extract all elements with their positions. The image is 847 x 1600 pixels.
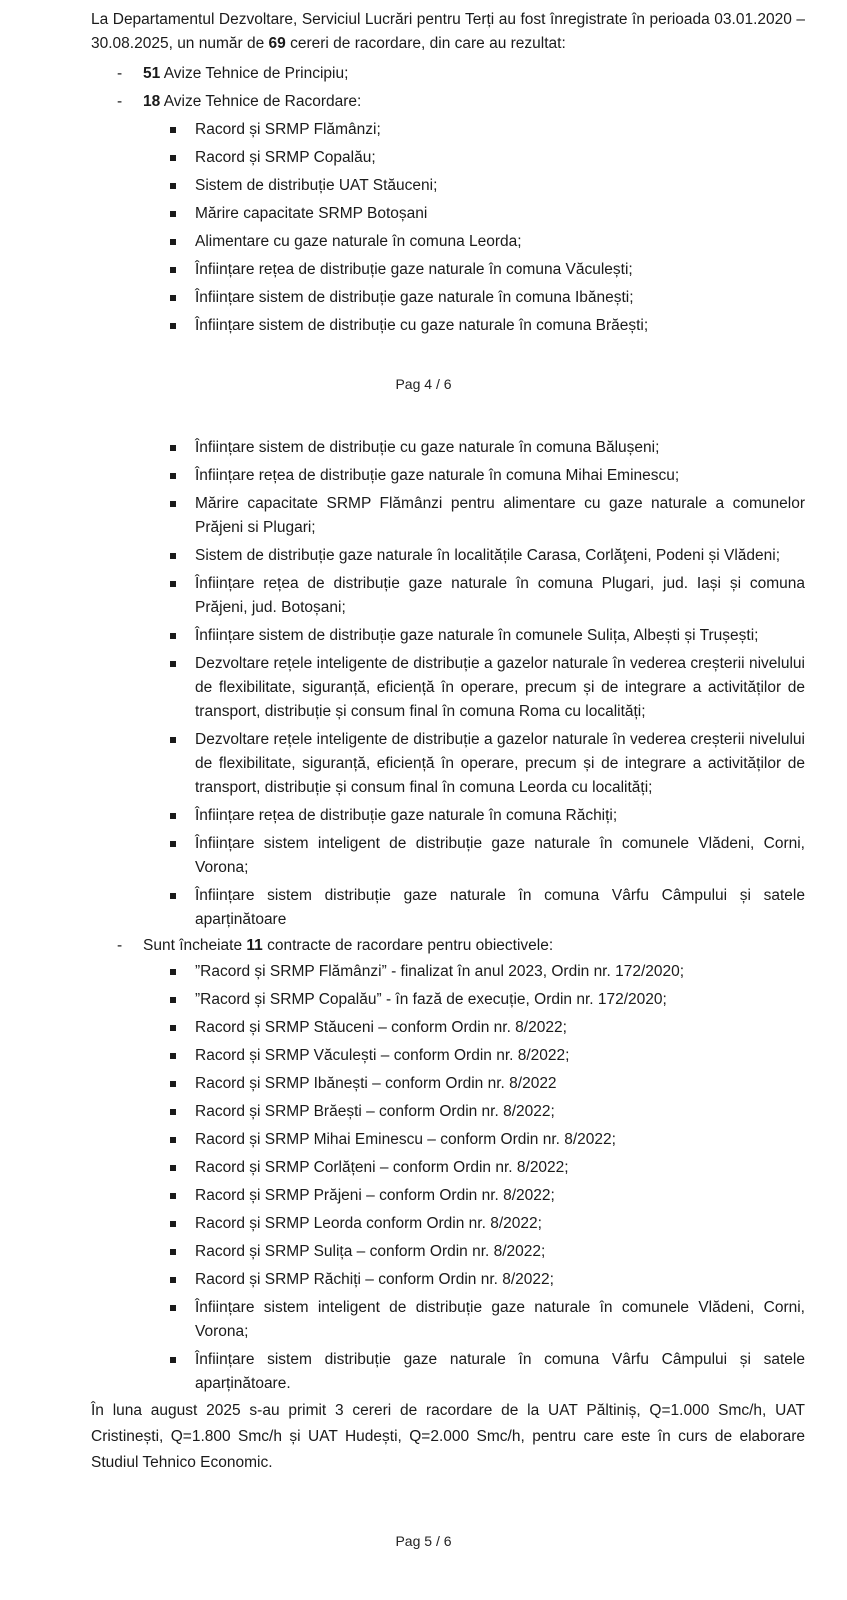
page-number-footer: Pag 5 / 6 [395, 1533, 452, 1549]
list-item [91, 1016, 805, 1040]
summary-label: Avize Tehnice de Racordare: [163, 93, 362, 110]
square-bullet-icon [170, 473, 176, 479]
square-bullet-icon [170, 581, 176, 587]
total-requests-count: 69 [268, 35, 286, 52]
square-bullet-icon [170, 445, 176, 451]
list-item-text: Sistem de distribuție gaze naturale în localitățile Carasa, Corlăţeni, Podeni și Vlădeni; [195, 547, 781, 564]
list-item-text: ”Racord și SRMP Flămânzi” - finalizat în anul 2023, Ordin nr. 172/2020; [195, 963, 685, 980]
list-item [91, 1156, 805, 1180]
list-item-text: Înființare sistem distribuție gaze naturale în comuna Vârfu Câmpului și satele aparținătoare [195, 887, 805, 928]
square-bullet-icon [170, 1165, 176, 1171]
list-item-text: Racord și SRMP Prăjeni – conform Ordin nr. 8/2022; [195, 1187, 555, 1204]
list-item-text: Înființare sistem de distribuție gaze naturale în comuna Ibănești; [195, 289, 634, 306]
list-item-text: Mărire capacitate SRMP Botoșani [195, 205, 428, 222]
square-bullet-icon [170, 633, 176, 639]
square-bullet-icon [170, 813, 176, 819]
list-item-text: Înființare sistem inteligent de distribuție gaze naturale în comunele Vlădeni, Corni, Vorona; [195, 835, 805, 876]
contracts-list [91, 960, 805, 1396]
dash-bullet-icon: - [117, 65, 123, 82]
list-item [91, 1184, 805, 1208]
square-bullet-icon [170, 211, 176, 217]
square-bullet-icon [170, 239, 176, 245]
square-bullet-icon [170, 1053, 176, 1059]
square-bullet-icon [170, 553, 176, 559]
square-bullet-icon [170, 997, 176, 1003]
list-item-text: Mărire capacitate SRMP Flămânzi pentru alimentare cu gaze naturale a comunelor Prăjeni si Plugari; [195, 495, 805, 536]
square-bullet-icon [170, 1277, 176, 1283]
list-item-text: Racord și SRMP Stăuceni – conform Ordin nr. 8/2022; [195, 1019, 567, 1036]
square-bullet-icon [170, 1137, 176, 1143]
list-item [91, 1212, 805, 1236]
list-item [91, 464, 805, 488]
square-bullet-icon [170, 661, 176, 667]
contracts-count: 11 [246, 937, 263, 954]
square-bullet-icon [170, 501, 176, 507]
list-item [91, 230, 805, 254]
square-bullet-icon [170, 1109, 176, 1115]
list-item-text: Înființare rețea de distribuție gaze naturale în comuna Răchiți; [195, 807, 618, 824]
list-item-text: Înființare rețea de distribuție gaze naturale în comuna Mihai Eminescu; [195, 467, 680, 484]
list-item-text: Înființare rețea de distribuție gaze naturale în comuna Plugari, jud. Iași și comuna Prăjeni, jud. Botoșani; [195, 575, 805, 616]
list-item [91, 544, 805, 568]
list-item-text: Racord și SRMP Flămânzi; [195, 121, 381, 138]
square-bullet-icon [170, 295, 176, 301]
dash-bullet-icon: - [117, 937, 123, 954]
intro-paragraph [91, 8, 805, 56]
square-bullet-icon [170, 155, 176, 161]
list-item-text: Racord și SRMP Copalău; [195, 149, 376, 166]
list-item [91, 728, 805, 800]
contracts-heading [91, 934, 805, 958]
list-item [91, 572, 805, 620]
square-bullet-icon [170, 267, 176, 273]
list-item-text: Racord și SRMP Sulița – conform Ordin nr. 8/2022; [195, 1243, 546, 1260]
square-bullet-icon [170, 893, 176, 899]
dash-bullet-icon: - [117, 93, 123, 110]
summary-count: 51 [143, 65, 161, 82]
avize-list-page4 [91, 118, 805, 338]
list-item-text: Dezvoltare rețele inteligente de distribuție a gazelor naturale în vederea creșterii nivelului de flexibilitate, siguranță, eficiență în operare, precum și de integrare a activităților de transport, distribuție și consum final în comuna Roma cu localități; [195, 655, 805, 720]
list-item-text: Înființare sistem distribuție gaze naturale în comuna Vârfu Câmpului și satele aparținătoare. [195, 1351, 805, 1392]
page-number-footer: Pag 4 / 6 [395, 376, 452, 392]
square-bullet-icon [170, 323, 176, 329]
list-item-text: Racord și SRMP Răchiți – conform Ordin nr. 8/2022; [195, 1271, 554, 1288]
list-item [91, 1072, 805, 1096]
summary-item-racordare [91, 90, 805, 114]
list-item [91, 804, 805, 828]
square-bullet-icon [170, 841, 176, 847]
list-item [91, 492, 805, 540]
list-item [91, 286, 805, 310]
list-item [91, 1100, 805, 1124]
square-bullet-icon [170, 1249, 176, 1255]
list-item-text: Înființare sistem inteligent de distribuție gaze naturale în comunele Vlădeni, Corni, Vorona; [195, 1299, 805, 1340]
list-item [91, 1240, 805, 1264]
list-item [91, 146, 805, 170]
intro-text-end: cereri de racordare, din care au rezultat: [285, 35, 566, 52]
summary-count: 18 [143, 93, 161, 110]
page-5-content [91, 436, 805, 1476]
summary-label: Avize Tehnice de Principiu; [163, 65, 349, 82]
square-bullet-icon [170, 969, 176, 975]
square-bullet-icon [170, 1305, 176, 1311]
list-item [91, 314, 805, 338]
square-bullet-icon [170, 1081, 176, 1087]
list-item [91, 624, 805, 648]
list-item-text: ”Racord și SRMP Copalău” - în fază de execuție, Ordin nr. 172/2020; [195, 991, 667, 1008]
list-item [91, 436, 805, 460]
list-item-text: Racord și SRMP Brăești – conform Ordin nr. 8/2022; [195, 1103, 555, 1120]
square-bullet-icon [170, 1357, 176, 1363]
list-item [91, 118, 805, 142]
contracts-text: Sunt încheiate [143, 937, 247, 954]
list-item [91, 988, 805, 1012]
contracts-text-end: contracte de racordare pentru obiectivele: [262, 937, 554, 954]
list-item [91, 1128, 805, 1152]
intro-text: La Departamentul Dezvoltare, Serviciul Lucrări pentru Terți au fost înregistrate în perioada 03.01.2020 – 30.08.2025, un număr de [91, 11, 805, 52]
list-item-text: Racord și SRMP Leorda conform Ordin nr. 8/2022; [195, 1215, 542, 1232]
list-item-text: Dezvoltare rețele inteligente de distribuție a gazelor naturale în vederea creșterii nivelului de flexibilitate, siguranță, eficiență în operare, precum și de integrare a activităților de transport, distribuție și consum final în comuna Leorda cu localități; [195, 731, 805, 796]
page-4-content [91, 8, 805, 342]
list-item [91, 884, 805, 932]
list-item-text: Înființare sistem de distribuție cu gaze naturale în comuna Brăești; [195, 317, 649, 334]
list-item-text: Racord și SRMP Corlățeni – conform Ordin nr. 8/2022; [195, 1159, 569, 1176]
august-note-paragraph: În luna august 2025 s-au primit 3 cereri de racordare de la UAT Păltiniș, Q=1.000 Smc/h, UAT Cristinești, Q=1.800 Smc/h și UAT Hudești, Q=2.000 Smc/h, pentru care este în curs de elaborare Studiul Tehnico Economic. [91, 1402, 805, 1471]
square-bullet-icon [170, 127, 176, 133]
list-item-text: Alimentare cu gaze naturale în comuna Leorda; [195, 233, 522, 250]
summary-item-principiu [91, 62, 805, 86]
list-item [91, 1268, 805, 1292]
list-item [91, 832, 805, 880]
list-item [91, 258, 805, 282]
square-bullet-icon [170, 1193, 176, 1199]
list-item [91, 1348, 805, 1396]
list-item-text: Înființare sistem de distribuție gaze naturale în comunele Sulița, Albești și Trușești; [195, 627, 759, 644]
list-item-text: Racord și SRMP Văculești – conform Ordin nr. 8/2022; [195, 1047, 570, 1064]
list-item-text: Înființare rețea de distribuție gaze naturale în comuna Văculești; [195, 261, 633, 278]
square-bullet-icon [170, 737, 176, 743]
list-item-text: Sistem de distribuție UAT Stăuceni; [195, 177, 438, 194]
square-bullet-icon [170, 183, 176, 189]
list-item [91, 1044, 805, 1068]
list-item [91, 652, 805, 724]
list-item-text: Înființare sistem de distribuție cu gaze naturale în comuna Bălușeni; [195, 439, 660, 456]
avize-list-page5 [91, 436, 805, 932]
list-item [91, 202, 805, 226]
list-item [91, 960, 805, 984]
list-item-text: Racord și SRMP Mihai Eminescu – conform Ordin nr. 8/2022; [195, 1131, 616, 1148]
list-item [91, 174, 805, 198]
square-bullet-icon [170, 1025, 176, 1031]
list-item-text: Racord și SRMP Ibănești – conform Ordin nr. 8/2022 [195, 1075, 557, 1092]
square-bullet-icon [170, 1221, 176, 1227]
list-item [91, 1296, 805, 1344]
